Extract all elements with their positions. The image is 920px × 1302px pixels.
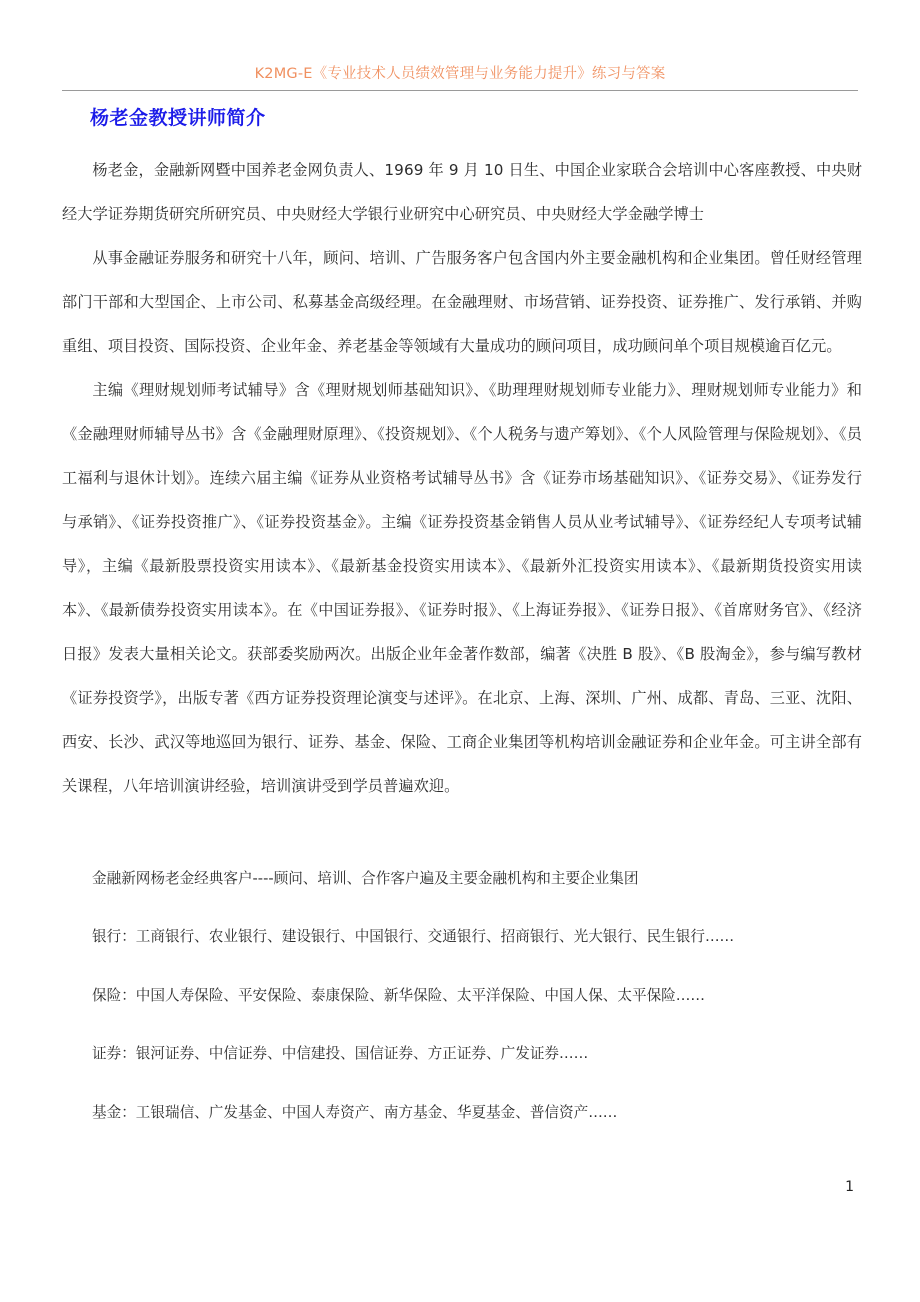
section-spacer [62, 808, 862, 842]
page-title: 杨老金教授讲师简介 [90, 107, 266, 129]
clients-heading: 金融新网杨老金经典客户----顾问、培训、合作客户遍及主要金融机构和主要企业集团 [92, 869, 639, 887]
clients-line-funds: 基金：工银瑞信、广发基金、中国人寿资产、南方基金、华夏基金、普信资产…… [92, 1103, 618, 1121]
clients-line-banks: 银行：工商银行、农业银行、建设银行、中国银行、交通银行、招商银行、光大银行、民生银行…… [92, 928, 735, 946]
paragraph-publications: 主编《理财规划师考试辅导》含《理财规划师基础知识》、《助理理财规划师专业能力》、理财规划师专业能力》和《金融理财师辅导丛书》含《金融理财原理》、《投资规划》、《个人税务与遗产筹划》、《个人风险管理与保险规划》、《员工福利与退休计划》。连续六届主编《证券从业资格考试辅导丛书》含《证券市场基础知识》、《证券交易》、《证券发行与承销》、《证券投资推广》、《证券投资基金》。主编《证券投资基金销售人员从业考试辅导》、《证券经纪人专项考试辅导》，主编《最新股票投资实用读本》、《最新基金投资实用读本》、《最新外汇投资实用读本》、《最新期货投资实用读本》、《最新债券投资实用读本》。在《中国证券报》、《证券时报》、《上海证券报》、《证券日报》、《首席财务官》、《经济日报》发表大量相关论文。获部委奖励两次。出版企业年金著作数部，编著《决胜 B 股》、《B 股淘金》，参与编写教材《证券投资学》，出版专著《西方证券投资理论演变与述评》。在北京、上海、深圳、广州、成都、青岛、三亚、沈阳、西安、长沙、武汉等地巡回为银行、证券、基金、保险、工商企业集团等机构培训金融证券和企业年金。可主讲全部有关课程，八年培训演讲经验，培训演讲受到学员普遍欢迎。 [62, 381, 862, 795]
page-number: 1 [845, 1179, 854, 1195]
header-divider [62, 90, 858, 91]
clients-line-insurance: 保险：中国人寿保险、平安保险、泰康保险、新华保险、太平洋保险、中国人保、太平保险…… [92, 986, 705, 1004]
paragraph-bio-credentials: 杨老金，金融新网暨中国养老金网负责人、1969 年 9 月 10 日生、中国企业家联合会培训中心客座教授、中央财经大学证券期货研究所研究员、中央财经大学银行业研究中心研究员、中央财经大学金融学博士 [62, 161, 862, 223]
paragraph-experience: 从事金融证券服务和研究十八年，顾问、培训、广告服务客户包含国内外主要金融机构和企业集团。曾任财经管理部门干部和大型国企、上市公司、私募基金高级经理。在金融理财、市场营销、证券投资、证券推广、发行承销、并购重组、项目投资、国际投资、企业年金、养老基金等领域有大量成功的顾问项目，成功顾问单个项目规模逾百亿元。 [62, 249, 862, 355]
running-header [62, 64, 858, 94]
running-header-title: K2MG-E《专业技术人员绩效管理与业务能力提升》练习与答案 [254, 66, 666, 82]
document-body [62, 104, 862, 1150]
clients-line-securities: 证券：银河证券、中信证券、中信建投、国信证券、方正证券、广发证券…… [92, 1045, 589, 1063]
